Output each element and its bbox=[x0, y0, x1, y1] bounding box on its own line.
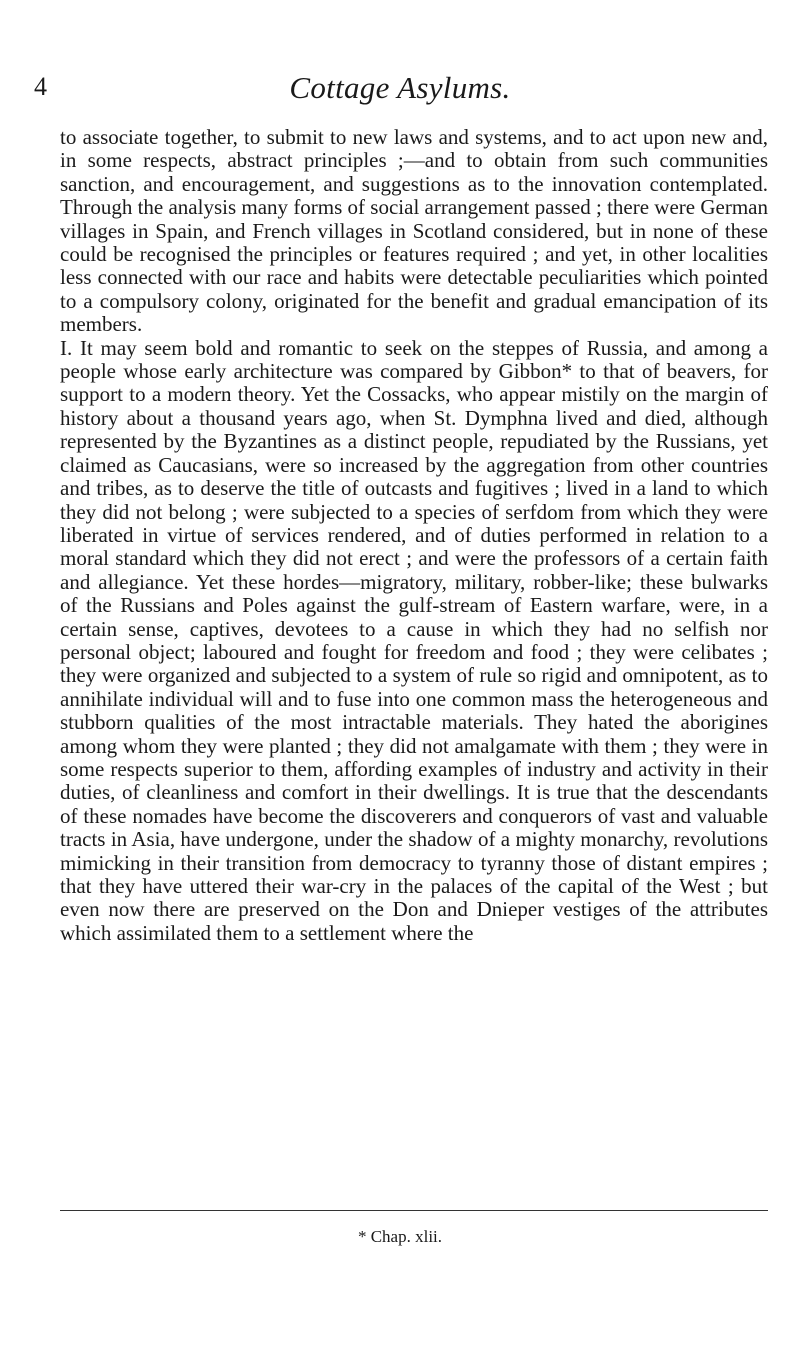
page-number: 4 bbox=[34, 72, 47, 101]
body-text bbox=[60, 126, 768, 945]
paragraph-2: I. It may seem bold and romantic to seek on the steppes of Russia, and among a people whose early architecture was compared by Gibbon* to that of beavers, for support to a modern theory. Yet the Cossacks, who appear mistily on the margin of history about a thousand years ago, when St. Dymphna lived and died, although represented by the Byzantines as a distinct people, repudiated by the Russians, yet claimed as Caucasians, were so increased by the aggregation from other countries and tribes, as to deserve the title of outcasts and fugitives ; lived in a land to which they did not belong ; were subjected to a species of serfdom from which they were liberated in virtue of services rendered, and of duties performed in relation to a moral standard which they did not erect ; and were the professors of a certain faith and allegiance. Yet these hordes—migratory, military, robber-like; these bulwarks of the Russians and Poles against the gulf-stream of Eastern warfare, were, in a certain sense, captives, devotees to a cause in which they had no selfish nor personal object; laboured and fought for freedom and food ; they were celibates ; they were organized and subjected to a system of rule so rigid and omnipotent, as to annihilate individual will and to fuse into one common mass the heterogeneous and stubborn qualities of the most intractable materials. They hated the aborigines among whom they were planted ; they did not amalgamate with them ; they were in some respects superior to them, affording examples of industry and activity in their duties, of cleanliness and comfort in their dwellings. It is true that the descendants of these nomades have become the discoverers and conquerors of vast and valuable tracts in Asia, have undergone, under the shadow of a mighty monarchy, revolutions mimicking in their transition from democracy to tyranny those of distant empires ; that they have uttered their war-cry in the palaces of the capital of the West ; but even now there are preserved on the Don and Dnieper vestiges of the attributes which assimilated them to a settlement where the bbox=[60, 335, 768, 945]
running-head: Cottage Asylums. bbox=[289, 70, 511, 105]
footnote-rule bbox=[60, 1210, 768, 1211]
footnote: * Chap. xlii. bbox=[357, 1227, 443, 1246]
paragraph-1: to associate together, to submit to new laws and systems, and to act upon new and, in some respects, abstract principles ;—and to obtain from such communities sanction, and encouragement, and suggestions as to the innovation contemplated. Through the analysis many forms of social arrangement passed ; there were German villages in Spain, and French villages in Scotland considered, but in none of these could be recognised the principles or features required ; and yet, in other localities less connected with our race and habits were detectable peculiarities which pointed to a compulsory colony, originated for the benefit and gradual emancipation of its members. bbox=[60, 125, 768, 337]
